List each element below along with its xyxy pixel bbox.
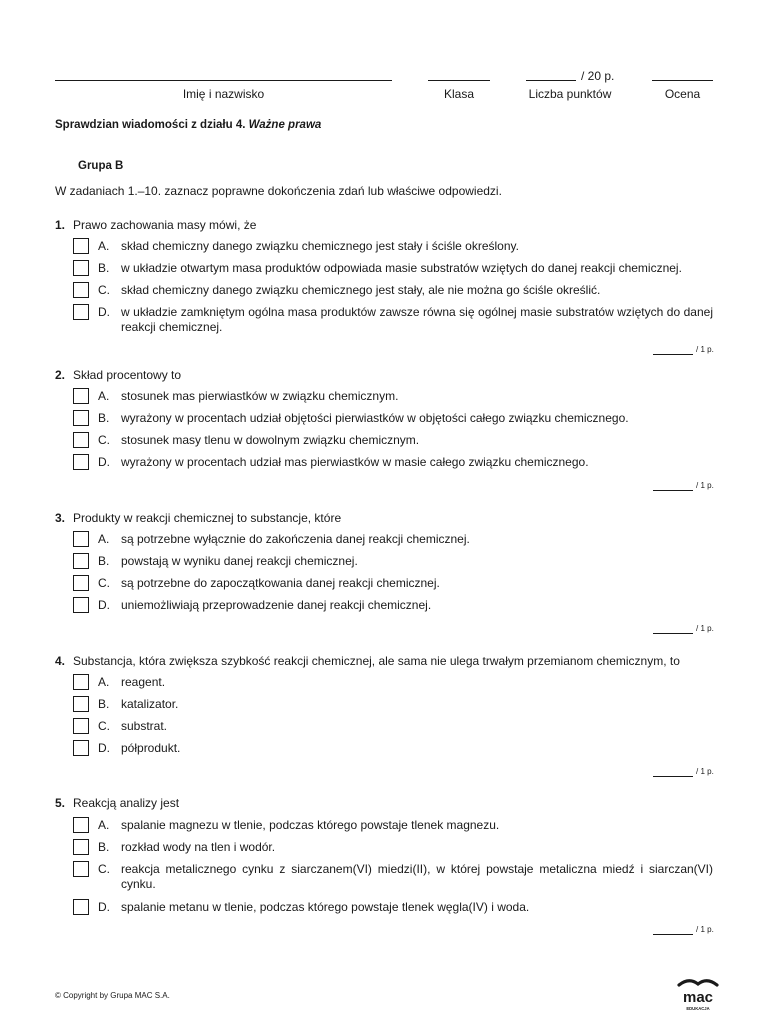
answer-checkbox[interactable] [73,696,89,712]
question-text: Skład procentowy to [73,368,182,382]
title-chapter: Ważne prawa [248,119,322,131]
question-number: 5. [55,796,66,810]
option-letter: D. [98,900,110,914]
option-text: reagent. [121,675,166,689]
option-text: skład chemiczny danego związku chemicznego jest stały i ściśle określony. [121,239,519,253]
option-letter: D. [98,305,110,319]
option-letter: C. [98,433,110,447]
option-letter: C. [98,283,110,297]
option-letter: A. [98,239,110,253]
points-label: Liczba punktów [528,87,612,101]
answer-checkbox[interactable] [73,454,89,470]
question-number: 4. [55,654,66,668]
answer-checkbox[interactable] [73,260,89,276]
option-text: w układzie otwartym masa produktów odpowiada masie substratów wziętych do danej reakcji chemicznej. [121,261,682,275]
test-title [55,119,321,131]
option-text: wyrażony w procentach udział objętości pierwiastków w objętości całego związku chemicznego. [121,411,629,425]
copyright: © Copyright by Grupa MAC S.A. [55,991,170,1000]
mac-logo [676,976,720,1012]
option-text: substrat. [121,719,168,733]
question-text: Prawo zachowania masy mówi, że [73,218,257,232]
points-line[interactable] [653,934,693,935]
answer-checkbox[interactable] [73,282,89,298]
answer-checkbox[interactable] [73,740,89,756]
question-number: 3. [55,511,66,525]
question-4 [55,653,720,776]
option-text: są potrzebne do zapoczątkowania danej reakcji chemicznej. [121,576,440,590]
answer-checkbox[interactable] [73,674,89,690]
question-number: 2. [55,368,66,382]
points-line[interactable] [653,776,693,777]
answer-checkbox[interactable] [73,817,89,833]
answer-checkbox[interactable] [73,597,89,613]
option-text: stosunek masy tlenu w dowolnym związku chemicznym. [121,433,420,447]
grade-field-line[interactable] [652,80,713,81]
question-text: Substancja, która zwiększa szybkość reakcji chemicznej, ale sama nie ulega trwałym przemianom chemicznym, to [73,654,680,668]
answer-checkbox[interactable] [73,238,89,254]
option-text: reakcja metalicznego cynku z siarczanem(VI) miedzi(II), w której powstaje metaliczna miedź i siarczan(VI) cynku. [121,862,713,891]
option-letter: A. [98,532,110,546]
option-letter: D. [98,455,110,469]
option-letter: A. [98,818,110,832]
name-field-line[interactable] [55,80,392,81]
answer-checkbox[interactable] [73,304,89,320]
grade-label: Ocena [664,87,701,101]
points-label: / 1 p. [696,345,714,354]
option-letter: B. [98,554,110,568]
points-line[interactable] [653,490,693,491]
instruction: W zadaniach 1.–10. zaznacz poprawne dokończenia zdań lub właściwe odpowiedzi. [55,184,502,198]
option-text: powstają w wyniku danej reakcji chemicznej. [121,554,358,568]
answer-checkbox[interactable] [73,553,89,569]
logo-text: mac [682,989,714,1006]
question-text: Produkty w reakcji chemicznej to substancje, które [73,511,342,525]
option-text: w układzie zamkniętym ogólna masa produktów zawsze równa się ogólnej masie substratów wziętych do danej reakcji chemicznej. [121,305,713,334]
option-letter: A. [98,389,110,403]
question-number: 1. [55,218,66,232]
answer-checkbox[interactable] [73,410,89,426]
option-text: stosunek mas pierwiastków w związku chemicznym. [121,389,399,403]
points-label: / 1 p. [696,624,714,633]
option-text: wyrażony w procentach udział mas pierwiastków w masie całego związku chemicznego. [121,455,589,469]
title-prefix: Sprawdzian wiadomości z działu 4. [55,119,246,131]
option-letter: A. [98,675,110,689]
points-total: / 20 p. [581,69,615,83]
points-label: / 1 p. [696,925,714,934]
option-letter: B. [98,261,110,275]
answer-checkbox[interactable] [73,899,89,915]
option-letter: D. [98,741,110,755]
logo-subtext: EDUKACJA [686,1006,710,1011]
answer-checkbox[interactable] [73,839,89,855]
answer-checkbox[interactable] [73,388,89,404]
option-letter: B. [98,411,110,425]
question-5 [55,795,720,934]
answer-checkbox[interactable] [73,861,89,877]
group-label: Grupa B [78,160,124,172]
option-letter: B. [98,840,110,854]
class-field-line[interactable] [428,80,490,81]
answer-checkbox[interactable] [73,575,89,591]
points-field-line[interactable] [526,80,576,81]
option-letter: C. [98,862,110,876]
answer-checkbox[interactable] [73,531,89,547]
option-text: skład chemiczny danego związku chemicznego jest stały, ale nie można go ściśle określić. [121,283,601,297]
question-1 [55,217,720,354]
question-2 [55,367,720,490]
points-label: / 1 p. [696,481,714,490]
option-letter: B. [98,697,110,711]
question-3 [55,510,720,633]
option-text: spalanie magnezu w tlenie, podczas którego powstaje tlenek magnezu. [121,818,500,832]
option-text: półprodukt. [121,741,181,755]
option-letter: C. [98,719,110,733]
answer-checkbox[interactable] [73,718,89,734]
option-letter: D. [98,598,110,612]
option-text: katalizator. [121,697,179,711]
points-line[interactable] [653,633,693,634]
question-text: Reakcją analizy jest [73,796,180,810]
class-label: Klasa [443,87,475,101]
option-text: uniemożliwiają przeprowadzenie danej reakcji chemicznej. [121,598,432,612]
option-text: spalanie metanu w tlenie, podczas którego powstaje tlenek węgla(IV) i woda. [121,900,530,914]
name-label: Imię i nazwisko [182,87,265,101]
option-text: rozkład wody na tlen i wodór. [121,840,276,854]
option-letter: C. [98,576,110,590]
points-label: / 1 p. [696,767,714,776]
option-text: są potrzebne wyłącznie do zakończenia danej reakcji chemicznej. [121,532,470,546]
points-line[interactable] [653,354,693,355]
answer-checkbox[interactable] [73,432,89,448]
